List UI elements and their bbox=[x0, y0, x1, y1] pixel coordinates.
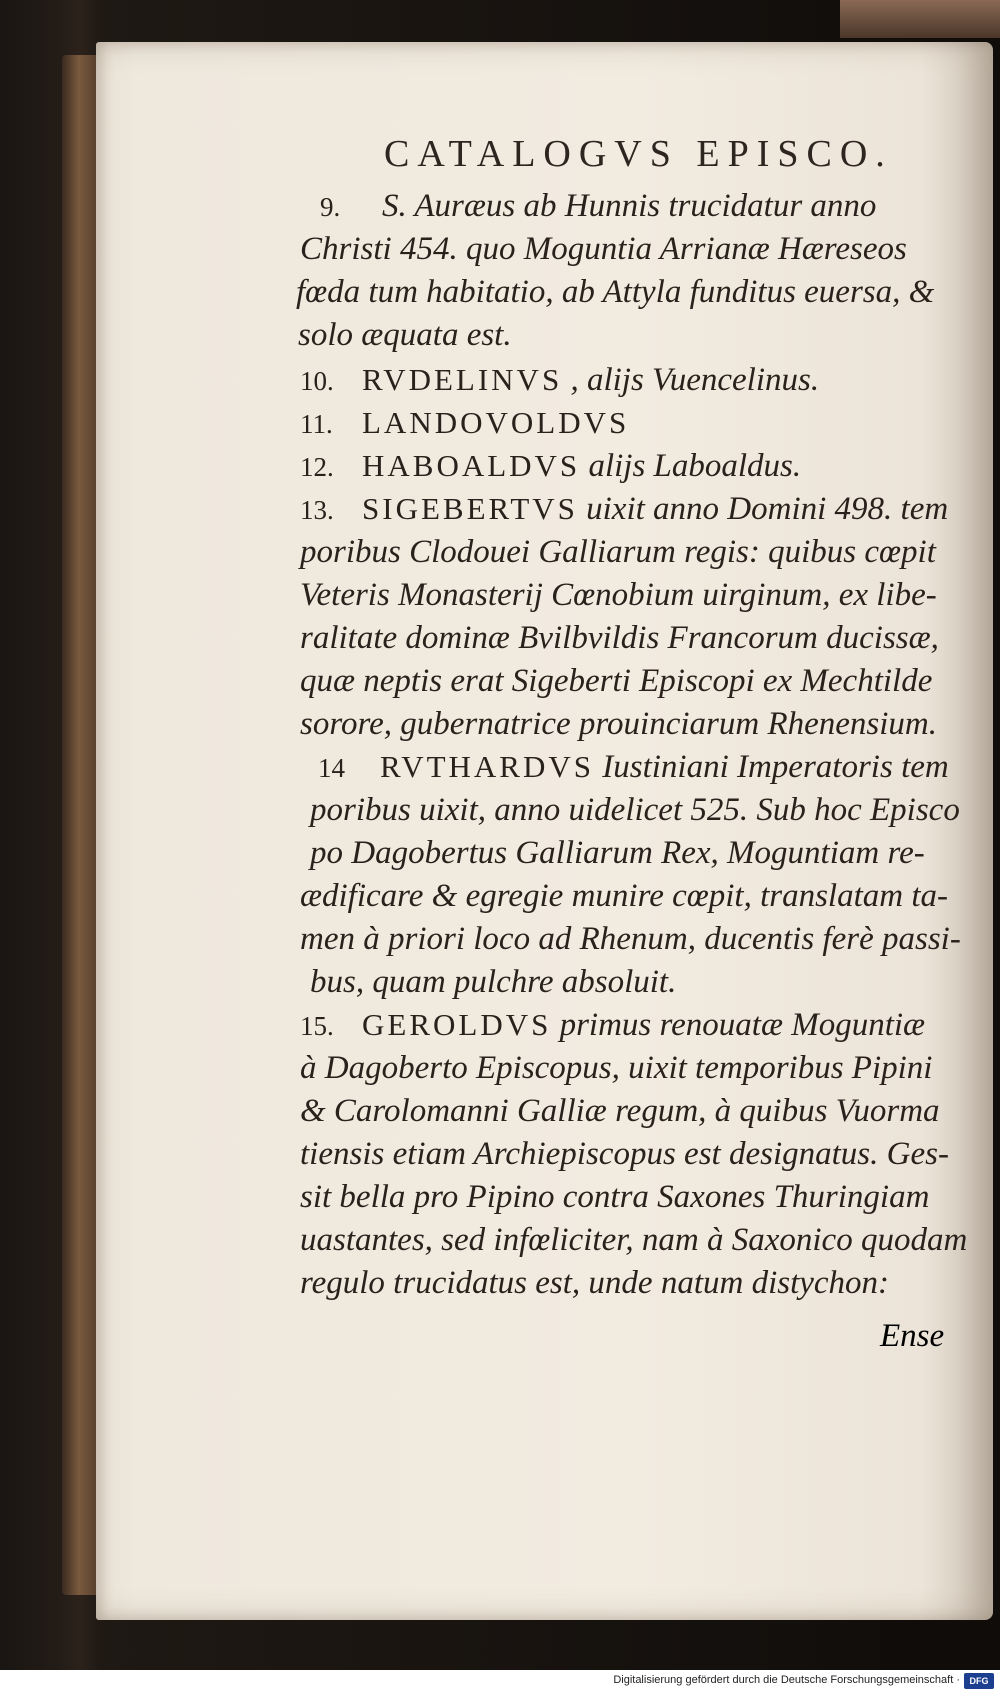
line-text: men à priori loco ad Rhenum, ducentis ferè passi- bbox=[300, 921, 961, 957]
bishop-name: GEROLDVS bbox=[362, 1007, 552, 1042]
line-text: solo æquata est. bbox=[298, 317, 512, 353]
text-line bbox=[300, 661, 932, 701]
line-text: Iustiniani Imperatoris tem bbox=[602, 749, 949, 785]
book-bottom-edge bbox=[880, 1620, 1000, 1670]
line-text: quæ neptis erat Sigeberti Episcopi ex Mechtilde bbox=[300, 663, 933, 699]
line-text: Veteris Monasterij Cœnobium uirginum, ex libe- bbox=[300, 577, 937, 613]
line-text: & Carolomanni Galliæ regum, à quibus Vuorma bbox=[300, 1093, 940, 1129]
line-text: fœda tum habitatio, ab Attyla funditus euersa, & bbox=[296, 274, 935, 310]
line-text: poribus Clodouei Galliarum regis: quibus cœpit bbox=[300, 534, 936, 570]
text-line bbox=[300, 489, 948, 530]
entry-number: 13. bbox=[300, 495, 334, 525]
text-line bbox=[300, 1263, 889, 1303]
line-text: sit bella pro Pipino contra Saxones Thuringiam bbox=[300, 1179, 930, 1215]
dfg-logo: DFG bbox=[964, 1673, 994, 1689]
line-text: uixit anno Domini 498. tem bbox=[586, 491, 949, 527]
text-line bbox=[310, 962, 676, 1002]
text-line bbox=[300, 403, 629, 444]
entry-number: 14 bbox=[318, 753, 345, 783]
text-line bbox=[296, 272, 934, 312]
bishop-name: LANDOVOLDVS bbox=[362, 405, 630, 440]
text-line bbox=[300, 1005, 925, 1046]
text-line bbox=[300, 532, 936, 572]
line-text: poribus uixit, anno uidelicet 525. Sub hoc Episco bbox=[310, 792, 960, 828]
bishop-name: RVDELINVS bbox=[362, 362, 563, 397]
text-line bbox=[300, 229, 907, 269]
entry-number: 10. bbox=[300, 366, 334, 396]
line-text: ralitate dominæ Bvilbvildis Francorum ducissæ, bbox=[300, 620, 939, 656]
text-line bbox=[298, 315, 512, 355]
text-line bbox=[300, 1048, 932, 1088]
line-text: alijs Laboaldus. bbox=[588, 448, 802, 484]
text-line bbox=[300, 575, 937, 615]
line-text: S. Auræus ab Hunnis trucidatur anno bbox=[382, 188, 877, 224]
text-line bbox=[300, 446, 801, 487]
bishop-name: SIGEBERTVS bbox=[362, 491, 578, 526]
text-line bbox=[300, 1134, 949, 1174]
text-line bbox=[300, 1220, 967, 1260]
text-line bbox=[300, 876, 948, 916]
footer bbox=[0, 1670, 1000, 1694]
line-text: po Dagobertus Galliarum Rex, Moguntiam re- bbox=[310, 835, 925, 871]
bishop-name: HABOALDVS bbox=[362, 448, 581, 483]
text-line bbox=[320, 186, 876, 227]
line-text: , alijs Vuencelinus. bbox=[570, 362, 820, 398]
catchword-container bbox=[880, 1318, 944, 1355]
footer-credit: Digitalisierung gefördert durch die Deutsche Forschungsgemeinschaft · bbox=[613, 1674, 960, 1686]
text-line bbox=[310, 833, 925, 873]
entry-number: 11. bbox=[300, 409, 333, 439]
book-top-edge bbox=[840, 0, 1000, 38]
text-line bbox=[300, 919, 961, 959]
entry-number: 9. bbox=[320, 192, 341, 222]
line-text: sorore, gubernatrice prouinciarum Rhenensium. bbox=[300, 706, 938, 742]
text-line bbox=[310, 790, 960, 830]
line-text: tiensis etiam Archiepiscopus est designatus. Ges- bbox=[300, 1136, 949, 1172]
text-line bbox=[318, 747, 949, 788]
text-line bbox=[300, 618, 939, 658]
line-text: regulo trucidatus est, unde natum distychon: bbox=[300, 1265, 890, 1301]
line-text: Christi 454. quo Moguntia Arrianæ Hæreseos bbox=[300, 231, 907, 267]
line-text: ædificare & egregie munire cœpit, translatam ta- bbox=[300, 878, 949, 914]
text-line bbox=[300, 1177, 929, 1217]
line-text: uastantes, sed infœliciter, nam à Saxonico quodam bbox=[300, 1222, 968, 1258]
line-text: primus renouatæ Moguntiæ bbox=[559, 1007, 926, 1043]
text-line bbox=[300, 360, 819, 401]
line-text: bus, quam pulchre absoluit. bbox=[310, 964, 677, 1000]
bishop-name: RVTHARDVS bbox=[380, 749, 594, 784]
catchword: Ense bbox=[880, 1318, 945, 1354]
text-line bbox=[300, 704, 937, 744]
text-line bbox=[300, 1091, 940, 1131]
entry-number: 15. bbox=[300, 1011, 334, 1041]
entry-number: 12. bbox=[300, 452, 334, 482]
line-text: à Dagoberto Episcopus, uixit temporibus Pipini bbox=[300, 1050, 933, 1086]
running-header: CATALOGVS EPISCO. bbox=[384, 133, 893, 175]
